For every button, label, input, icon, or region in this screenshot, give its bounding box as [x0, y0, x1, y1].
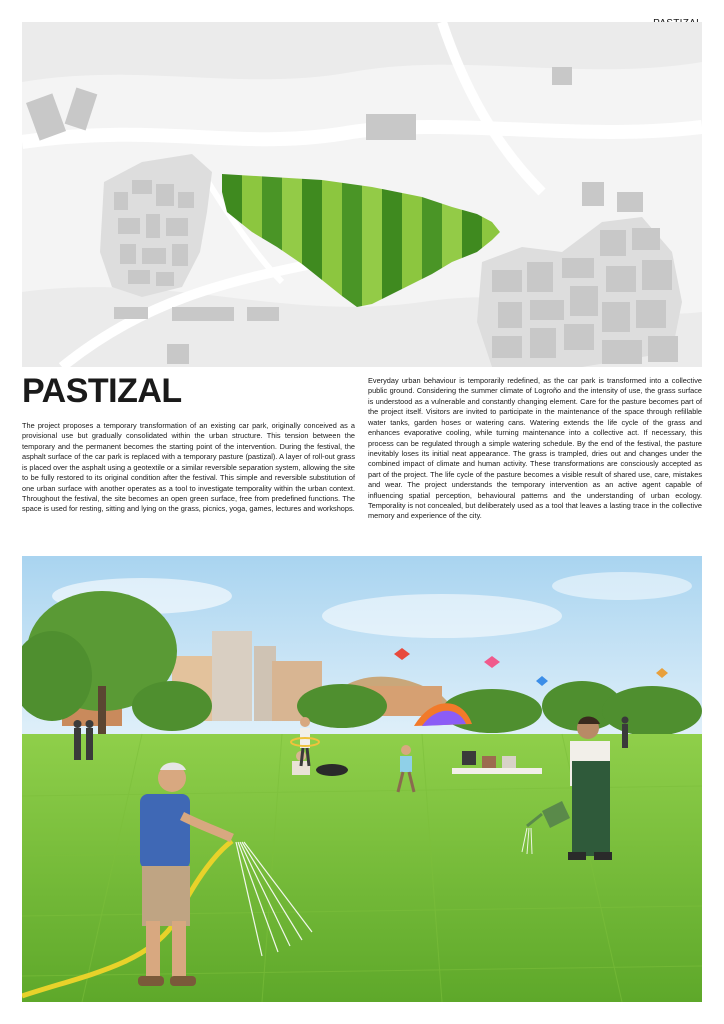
description-left: The project proposes a temporary transformation of an existing car park, originally conceived as a provisional use but gradually consolidated within the urban structure. This tension between the temporary and the permanent becomes the starting point of the intervention. During the festival, the asphalt surface of the car park is replaced with a temporary pasture (pastizal). A layer of roll-out grass is placed over the asphalt using a geotextile or a similar reversible separation system, allowing the site to be fully restored to its original condition after the festival. This simple and reversible substitution of one urban surface with another operates as a tool to investigate temporality within the urban context. Throughout the festival, the site becomes an open green surface, free from predefined functions. The space is used for resting, sitting and lying on the grass, picnics, yoga, games, lectures and workshops.	[22, 421, 355, 514]
visualization-render	[22, 556, 702, 1002]
site-plan-drawing	[22, 22, 702, 367]
page-title: PASTIZAL	[22, 372, 182, 410]
description-right: Everyday urban behaviour is temporarily redefined, as the car park is transformed into a collective public ground. Considering the summer climate of Logroño and the intensity of use, the grass surface is understood as a vulnerable and constantly changing element. Care for the pasture becomes part of the project itself. Visitors are invited to participate in the maintenance of the space through refillable water tanks, garden hoses or watering cans. Watering extends the life cycle of the grass and enhances evaporative cooling, while turning maintenance into a collective act. If necessary, this process can be regulated through a simple watering schedule. By the end of the festival, the pasture inevitably loses its initial neat appearance. The grass is trampled, dries out and changes under the combined impact of climate and human activity. These transformations are consciously accepted as part of the project. The life cycle of the pasture becomes a visible result of shared use, care, mistakes and wear. The project understands the temporary intervention as an active agent capable of influencing spatial perception, behavioural patterns and the understanding of urban ecology. Temporality is not concealed, but deliberately used as a tool that leaves a lasting trace in the collective memory and experience of the city.	[368, 376, 702, 521]
park-scene-illustration	[22, 556, 702, 1002]
site-plan-map	[22, 22, 702, 367]
